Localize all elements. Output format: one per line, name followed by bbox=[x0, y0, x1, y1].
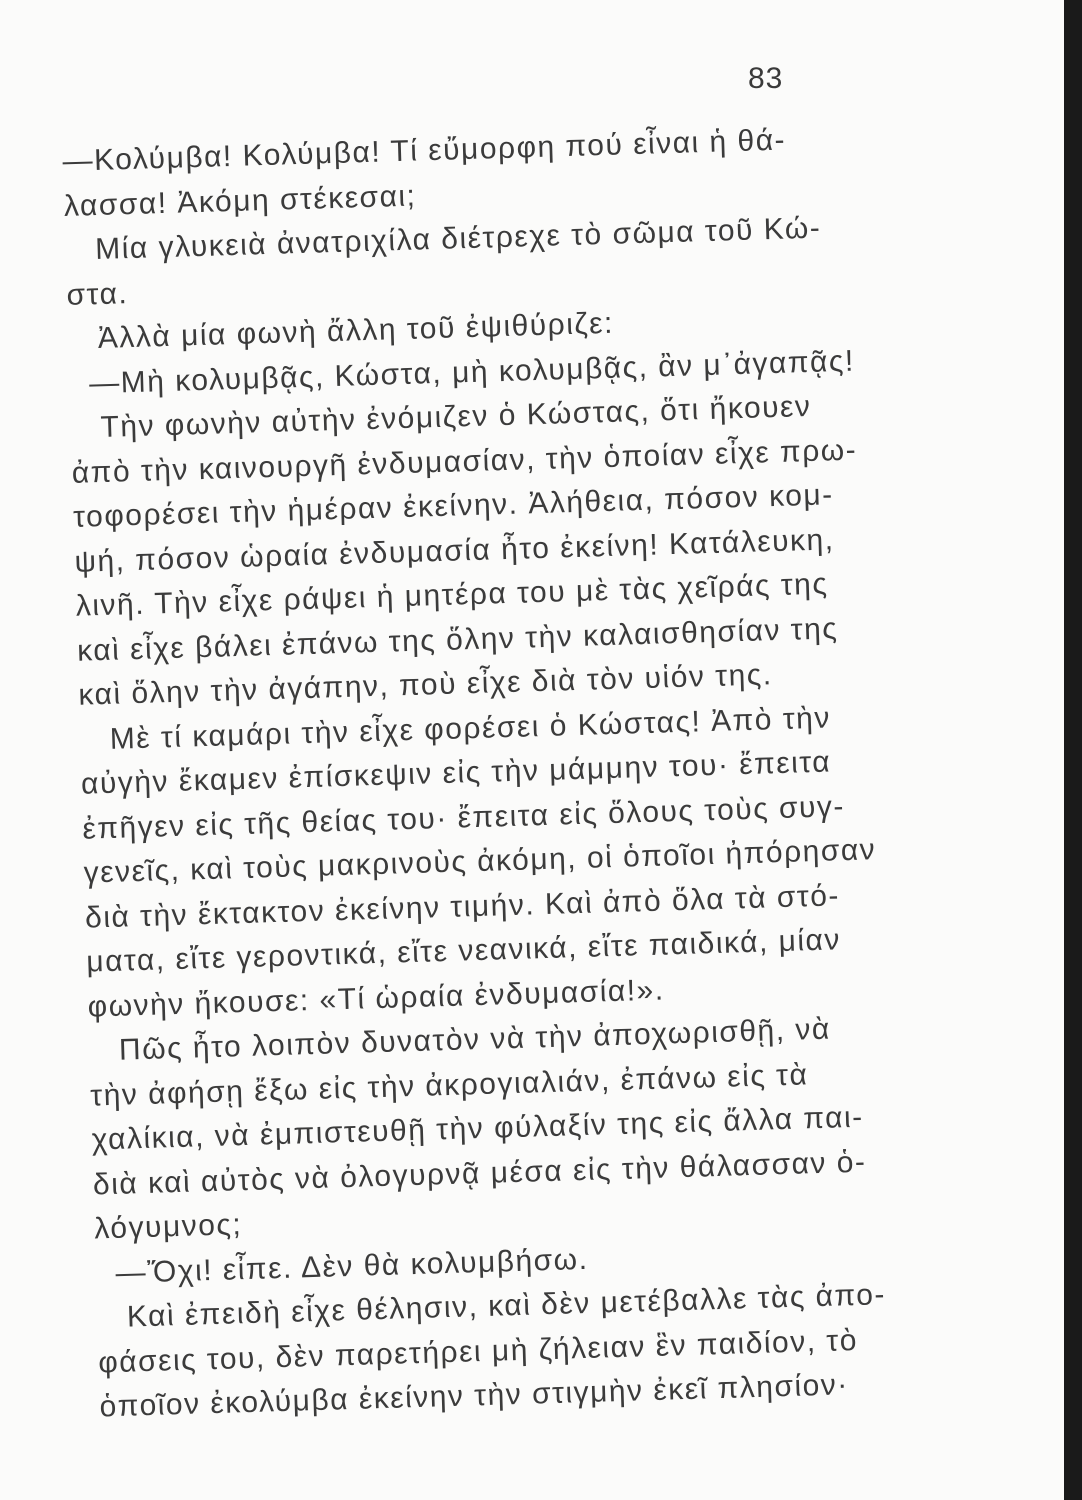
text-line: ματα, εἴτε γεροντικά, εἴτε νεανικά, εἴτε παιδικά, μίαν bbox=[85, 923, 842, 979]
text-line: τὴν ἀφήσῃ ἔξω εἰς τὴν ἀκρογιαλιάν, ἐπάνω εἰς τὰ bbox=[89, 1057, 809, 1113]
text-line: γενεῖς, καὶ τοὺς μακρινοὺς ἀκόμη, οἱ ὁποῖοι ἠπόρησαν bbox=[83, 833, 877, 890]
text-line: στα. bbox=[66, 276, 129, 312]
text-line: Πῶς ἦτο λοιπὸν δυνατὸν νὰ τὴν ἀποχωρισθῇ, νὰ bbox=[118, 1012, 832, 1067]
scan-edge bbox=[1064, 0, 1082, 1500]
text-line: Καὶ ἐπειδὴ εἶχε θέλησιν, καὶ δὲν μετέβαλλε τὰς ἀπο- bbox=[126, 1278, 887, 1334]
text-line: —Κολύμβα! Κολύμβα! Τί εὔμορφη πού εἶναι ἡ θά- bbox=[62, 123, 787, 178]
text-line: ἐπῆγεν εἰς τῆς θείας του· ἔπειτα εἰς ὅλους τοὺς συγ- bbox=[81, 789, 846, 846]
text-line: λινῆ. Τὴν εἶχε ράψει ἡ μητέρα του μὲ τὰς χεῖράς της bbox=[75, 567, 829, 623]
page-number: 83 bbox=[748, 62, 784, 95]
text-line: φωνὴν ἤκουσε: «Τί ὡραία ἐνδυμασία!». bbox=[87, 973, 666, 1024]
text-line: Ἀλλὰ μία φωνὴ ἄλλη τοῦ ἐψιθύριζε: bbox=[97, 306, 615, 356]
text-line: λόγυμνος; bbox=[93, 1208, 243, 1246]
text-line: ὁποῖον ἐκολύμβα ἐκείνην τὴν στιγμὴν ἐκεῖ πλησίον· bbox=[99, 1368, 850, 1424]
text-line: Μὲ τί καμάρι τὴν εἶχε φορέσει ὁ Κώστας! Ἀπὸ τὴν bbox=[109, 700, 832, 756]
text-line: φάσεις του, δὲν παρετήρει μὴ ζήλειαν ἓν παιδίον, τὸ bbox=[97, 1323, 859, 1379]
text-line: χαλίκια, νὰ ἐμπιστευθῇ τὴν φύλαξίν της εἰς ἄλλα παι- bbox=[91, 1100, 865, 1157]
text-line: —Ὄχι! εἶπε. Δὲν θὰ κολυμβήσω. bbox=[115, 1242, 589, 1290]
text-line: Τὴν φωνὴν αὐτὴν ἐνόμιζεν ὁ Κώστας, ὅτι ἤκουεν bbox=[100, 389, 812, 444]
text-line: ἀπὸ τὴν καινουργῆ ἐνδυμασίαν, τὴν ὁποίαν εἶχε πρω- bbox=[71, 433, 858, 490]
text-line: —Μὴ κολυμβᾷς, Κώστα, μὴ κολυμβᾷς, ἂν μ᾽ἀγαπᾷς! bbox=[88, 344, 856, 400]
text-line: διὰ καὶ αὐτὸς νὰ ὀλογυρνᾷ μέσα εἰς τὴν θάλασσαν ὁ- bbox=[92, 1145, 867, 1202]
text-line: καὶ εἶχε βάλει ἐπάνω της ὅλην τὴν καλαισθησίαν της bbox=[76, 611, 839, 668]
text-line: καὶ ὅλην τὴν ἀγάπην, ποὺ εἶχε διὰ τὸν υἱόν της. bbox=[77, 658, 773, 712]
text-line: αὐγὴν ἔκαμεν ἐπίσκεψιν εἰς τὴν μάμμην του· ἔπειτα bbox=[80, 745, 832, 801]
text-line: διὰ τὴν ἔκτακτον ἐκείνην τιμήν. Καὶ ἀπὸ ὅλα τὰ στό- bbox=[84, 878, 841, 935]
text-line: ψή, πόσον ὡραία ἐνδυμασία ἦτο ἐκείνη! Κατάλευκη, bbox=[74, 522, 835, 579]
text-line: λασσα! Ἀκόμη στέκεσαι; bbox=[63, 179, 417, 223]
body-text bbox=[62, 116, 920, 1430]
text-line: τοφορέσει τὴν ἡμέραν ἐκείνην. Ἀλήθεια, πόσον κομ- bbox=[72, 478, 835, 534]
text-line: Μία γλυκειὰ ἀνατριχίλα διέτρεχε τὸ σῶμα τοῦ Κώ- bbox=[94, 211, 822, 267]
